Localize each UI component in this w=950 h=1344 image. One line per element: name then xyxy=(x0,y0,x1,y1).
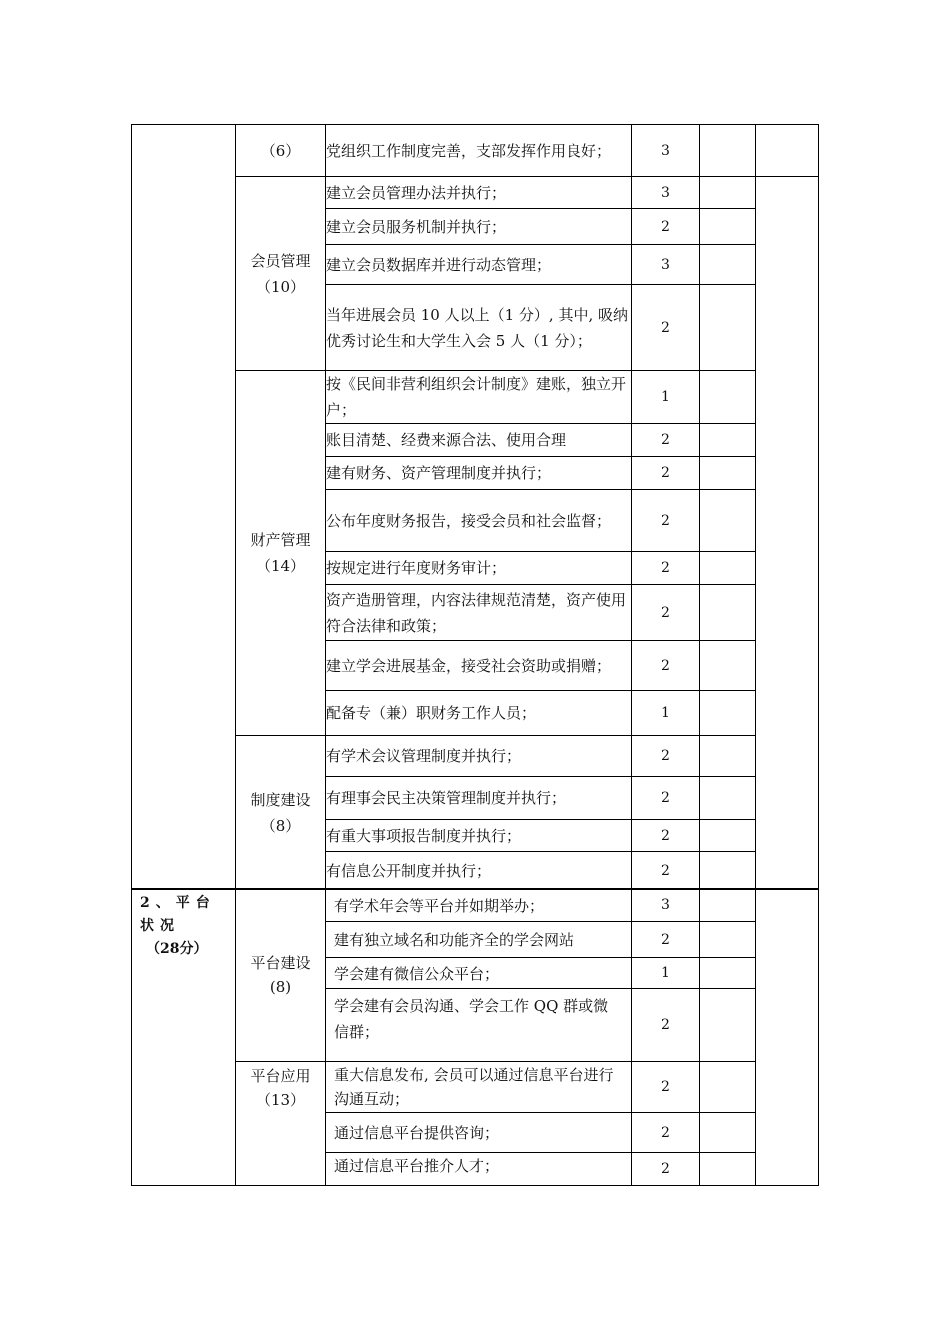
criterion-cell: 建立会员服务机制并执行； xyxy=(326,209,632,245)
table-row xyxy=(132,736,819,777)
review-score-cell xyxy=(756,125,819,177)
score-cell: 2 xyxy=(632,922,700,958)
score-cell: 2 xyxy=(632,285,700,371)
self-score-cell xyxy=(700,371,756,424)
subcategory-points: (8) xyxy=(269,978,292,996)
criterion-cell: 当年进展会员 10 人以上（1 分）, 其中, 吸纳优秀讨论生和大学生入会 5 人（1 分）； xyxy=(326,285,632,371)
self-score-cell xyxy=(700,958,756,989)
self-score-cell xyxy=(700,691,756,736)
score-cell: 2 xyxy=(632,852,700,890)
criterion-cell: 建有财务、资产管理制度并执行； xyxy=(326,457,632,490)
subcategory-points: （8） xyxy=(260,816,301,835)
criterion-cell: 资产造册管理，内容法律规范清楚，资产使用符合法律和政策； xyxy=(326,585,632,641)
score-cell: 2 xyxy=(632,457,700,490)
self-score-cell xyxy=(700,820,756,852)
subcategory-points: （10） xyxy=(255,277,306,296)
criterion-cell: 配备专（兼）职财务工作人员； xyxy=(326,691,632,736)
score-cell: 2 xyxy=(632,585,700,641)
score-cell: 2 xyxy=(632,736,700,777)
subcategory-cell xyxy=(236,1062,326,1186)
criterion-cell: 学会建有微信公众平台； xyxy=(326,958,632,989)
subcategory-cell: （6） xyxy=(236,125,326,177)
self-score-cell xyxy=(700,1062,756,1113)
subcategory-name: 会员管理 xyxy=(250,251,311,270)
score-cell: 3 xyxy=(632,125,700,177)
self-score-cell xyxy=(700,1153,756,1186)
score-cell: 2 xyxy=(632,1113,700,1153)
self-score-cell xyxy=(700,424,756,457)
self-score-cell xyxy=(700,641,756,691)
criterion-cell: 重大信息发布, 会员可以通过信息平台进行沟通互动； xyxy=(326,1062,632,1113)
score-cell: 2 xyxy=(632,424,700,457)
evaluation-table xyxy=(131,124,819,890)
self-score-cell xyxy=(700,490,756,552)
category-points: （28分） xyxy=(146,941,208,957)
score-cell: 3 xyxy=(632,889,700,922)
criterion-cell: 通过信息平台提供咨询； xyxy=(326,1113,632,1153)
criterion-cell: 通过信息平台推介人才； xyxy=(326,1153,632,1186)
criterion-cell: 建立学会进展基金，接受社会资助或捐赠； xyxy=(326,641,632,691)
self-score-cell xyxy=(700,1113,756,1153)
self-score-cell xyxy=(700,245,756,285)
score-cell: 2 xyxy=(632,641,700,691)
self-score-cell xyxy=(700,585,756,641)
subcategory-name: 制度建设 xyxy=(250,790,311,809)
evaluation-table-platform xyxy=(131,888,819,1186)
score-cell: 3 xyxy=(632,245,700,285)
criterion-cell: 学会建有会员沟通、学会工作 QQ 群或微信群； xyxy=(326,989,632,1062)
self-score-cell xyxy=(700,125,756,177)
criterion-cell: 党组织工作制度完善，支部发挥作用良好； xyxy=(326,125,632,177)
score-cell: 2 xyxy=(632,1062,700,1113)
table-row xyxy=(132,1062,819,1113)
subcategory-name: 平台应用 xyxy=(250,1067,311,1085)
subcategory-points: （14） xyxy=(255,557,306,575)
subcategory-name: 平台建设 xyxy=(250,954,311,972)
criterion-cell: 建立会员管理办法并执行； xyxy=(326,177,632,209)
category-title: 2、平台状况 xyxy=(140,895,216,934)
review-score-cell xyxy=(756,889,819,1186)
score-cell: 1 xyxy=(632,958,700,989)
score-cell: 2 xyxy=(632,989,700,1062)
subcategory-points: （13） xyxy=(255,1091,306,1109)
criterion-cell: 有重大事项报告制度并执行； xyxy=(326,820,632,852)
self-score-cell xyxy=(700,777,756,820)
score-cell: 1 xyxy=(632,371,700,424)
self-score-cell xyxy=(700,209,756,245)
self-score-cell xyxy=(700,922,756,958)
table-row xyxy=(132,125,819,177)
subcategory-cell xyxy=(236,889,326,1062)
score-cell: 2 xyxy=(632,209,700,245)
self-score-cell xyxy=(700,457,756,490)
self-score-cell xyxy=(700,989,756,1062)
self-score-cell xyxy=(700,552,756,585)
score-cell: 2 xyxy=(632,777,700,820)
table-row xyxy=(132,371,819,424)
review-score-cell xyxy=(756,177,819,890)
self-score-cell xyxy=(700,285,756,371)
criterion-cell: 有学术会议管理制度并执行； xyxy=(326,736,632,777)
self-score-cell xyxy=(700,736,756,777)
self-score-cell xyxy=(700,852,756,890)
subcategory-cell xyxy=(236,177,326,371)
criterion-cell: 有理事会民主决策管理制度并执行； xyxy=(326,777,632,820)
self-score-cell xyxy=(700,889,756,922)
criterion-cell: 有学术年会等平台并如期举办； xyxy=(326,889,632,922)
criterion-cell: 按《民间非营利组织会计制度》建账，独立开户； xyxy=(326,371,632,424)
score-cell: 2 xyxy=(632,820,700,852)
table-row xyxy=(132,889,819,922)
criterion-cell: 公布年度财务报告，接受会员和社会监督； xyxy=(326,490,632,552)
criterion-cell: 有信息公开制度并执行； xyxy=(326,852,632,890)
self-score-cell xyxy=(700,177,756,209)
category-cell-empty xyxy=(132,125,236,890)
criterion-cell: 建有独立域名和功能齐全的学会网站 xyxy=(326,922,632,958)
table-row xyxy=(132,177,819,209)
score-cell: 1 xyxy=(632,691,700,736)
score-cell: 2 xyxy=(632,1153,700,1186)
subcategory-name: 财产管理 xyxy=(250,531,311,549)
score-cell: 2 xyxy=(632,552,700,585)
score-cell: 3 xyxy=(632,177,700,209)
criterion-cell: 按规定进行年度财务审计； xyxy=(326,552,632,585)
criterion-cell: 账目清楚、经费来源合法、使用合理 xyxy=(326,424,632,457)
subcategory-cell xyxy=(236,371,326,736)
category-cell xyxy=(132,889,236,1186)
criterion-cell: 建立会员数据库并进行动态管理； xyxy=(326,245,632,285)
subcategory-cell xyxy=(236,736,326,890)
score-cell: 2 xyxy=(632,490,700,552)
